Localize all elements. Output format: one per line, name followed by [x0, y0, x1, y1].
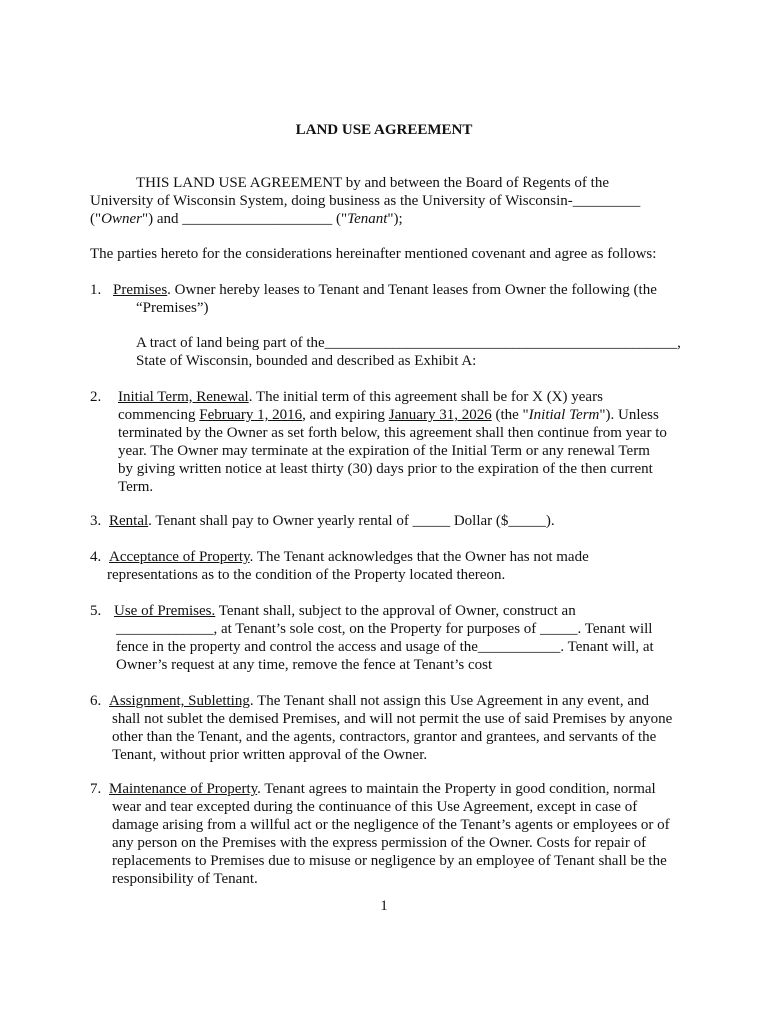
section-6-assignment: 6. Assignment, Subletting. The Tenant shall not assign this Use Agreement in any event, and shall not sublet the demised Premises, and will not permit the use of said Premises by anyone other than the Tenant, and the agents, contractors, grantor and grantees, and servants of the Tenant, without prior written approval of the Owner.	[90, 693, 673, 763]
section-3-rental: 3. Rental. Tenant shall pay to Owner yearly rental of _____ Dollar ($_____).	[90, 513, 555, 529]
section-4-acceptance: 4. Acceptance of Property. The Tenant acknowledges that the Owner has not made representations as to the condition of the Property located thereon.	[90, 549, 589, 583]
commencement-date: February 1, 2016	[199, 407, 303, 423]
expiration-date: January 31, 2026	[388, 407, 492, 423]
section-2-initial-term: 2. Initial Term, Renewal. The initial term of this agreement shall be for X (X) years commencing February 1, 2016, and expiring January 31, 2026 (the "Initial Term"). Unless terminated by the Owner as set forth below, this agreement shall then continue from year to year. The Owner may terminate at the expiration of the Initial Term or any renewal Term by giving written notice at least thirty (30) days prior to the expiration of the then current Term.	[90, 389, 667, 495]
section-number: 6.	[90, 693, 102, 709]
section-heading: Maintenance of Property	[109, 781, 258, 797]
section-heading: Initial Term, Renewal	[118, 389, 249, 405]
tenant-term: Tenant	[347, 211, 388, 227]
parties-paragraph: The parties hereto for the considerations hereinafter mentioned covenant and agree as follows:	[90, 246, 657, 262]
section-1-tract: A tract of land being part of the_______________________________________________, State of Wisconsin, bounded and described as Exhibit A:	[136, 335, 681, 369]
section-heading: Acceptance of Property	[109, 549, 250, 565]
section-heading: Premises	[113, 282, 168, 298]
section-5-use-of-premises: 5. Use of Premises. Tenant shall, subject to the approval of Owner, construct an _____________, at Tenant’s sole cost, on the Property for purposes of _____. Tenant will fence in the property and control the access and usage of the___________. Tenant will, at Owner’s request at any time, remove the fence at Tenant’s cost	[90, 603, 654, 673]
section-heading: Use of Premises.	[114, 603, 216, 619]
section-number: 5.	[90, 603, 102, 619]
intro-line-1: THIS LAND USE AGREEMENT by and between the Board of Regents of the	[136, 175, 609, 191]
section-heading: Assignment, Subletting	[109, 693, 250, 709]
owner-term: Owner	[101, 211, 142, 227]
section-number: 1.	[90, 282, 102, 298]
intro-paragraph	[90, 174, 690, 228]
section-heading: Rental	[109, 513, 149, 529]
intro-line-2: University of Wisconsin System, doing business as the University of Wisconsin-_________	[90, 193, 641, 209]
section-number: 4.	[90, 549, 102, 565]
section-number: 7.	[90, 781, 102, 797]
page-number: 1	[380, 898, 388, 914]
section-number: 2.	[90, 389, 102, 405]
intro-line-3: ("Owner") and ____________________ ("Tenant");	[90, 211, 403, 227]
section-1-premises: 1. Premises. Owner hereby leases to Tenant and Tenant leases from Owner the following (the “Premises”)	[90, 282, 657, 316]
document-title: LAND USE AGREEMENT	[295, 122, 473, 138]
section-7-maintenance: 7. Maintenance of Property. Tenant agrees to maintain the Property in good condition, normal wear and tear excepted during the continuance of this Use Agreement, except in case of damage arising from a willful act or the negligence of the Tenant’s agents or employees or of any person on the Premises with the express permission of the Owner. Costs for repair of replacements to Premises due to misuse or negligence by an employee of Tenant shall be the responsibility of Tenant.	[90, 781, 670, 887]
section-number: 3.	[90, 513, 102, 529]
